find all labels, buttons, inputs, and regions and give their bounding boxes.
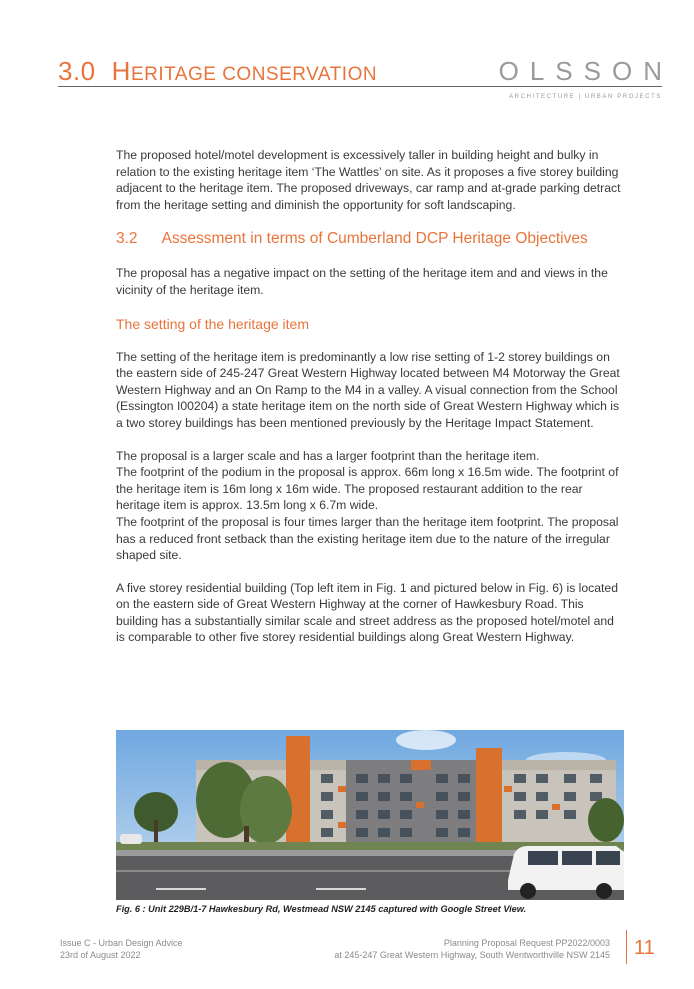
page-number: 11	[634, 937, 655, 959]
section-heading-number: 3.2	[116, 230, 138, 248]
footer-divider	[626, 930, 627, 964]
scale-line-3: The footprint of the proposal is four times larger than the heritage item footprint. The proposal has a reduced front setback than the existing heritage item due to the nature of the irregular shaped site.	[116, 514, 619, 563]
header-divider	[58, 86, 662, 87]
scale-paragraph	[116, 448, 626, 564]
setting-paragraph: The setting of the heritage item is predominantly a low rise setting of 1-2 storey buildings on the eastern side of 245-247 Great Western Highway located between M4 Motorway the Great Western Highway and an On Ramp to the M4 in a valley. A visual connection from the School (Essington I00204) a state heritage item on the north side of Great Western Highway which is a two storey buildings has been mentioned previously by the Heritage Impact Statement.	[116, 349, 620, 430]
brand-name: OLSSON	[498, 56, 673, 86]
assessment-paragraph: The proposal has a negative impact on the setting of the heritage item and and views in the vicinity of the heritage item.	[116, 266, 608, 297]
section-number: 3.0	[58, 56, 96, 86]
section-heading	[116, 229, 626, 249]
footer-right	[334, 937, 610, 961]
intro-paragraph: The proposed hotel/motel development is excessively taller in building height and bulky in relation to the existing heritage item ‘The Wattles’ on site. As it proposes a five storey building adjacent to the heritage item. The proposed driveways, car ramp and at-grade parking detract from the heritage setting and diminish the opportunity for soft landscaping.	[116, 148, 621, 212]
subheading: The setting of the heritage item	[116, 315, 309, 332]
footer-left	[60, 937, 183, 961]
brand-tagline: ARCHITECTURE | URBAN PROJECTS	[509, 94, 662, 100]
title-rest: ERITAGE CONSERVATION	[130, 64, 378, 85]
scale-line-2: The footprint of the podium in the proposal is approx. 66m long x 16.5m wide. The footprint of the heritage item is 16m long x 16m wide. The proposed restaurant addition to the rear heritage item is approx. 13.5m long x 6.7m wide.	[116, 465, 619, 513]
section-heading-text: Assessment in terms of Cumberland DCP Heritage Objectives	[161, 230, 588, 248]
street-view-photo	[116, 730, 624, 900]
footer-issue: Issue C - Urban Design Advice	[60, 938, 183, 948]
main-content	[116, 147, 626, 662]
scale-line-1: The proposal is a larger scale and has a larger footprint than the heritage item.	[116, 448, 540, 463]
footer-request: Planning Proposal Request PP2022/0003	[443, 938, 610, 948]
page-title	[58, 56, 377, 87]
footer-address: at 245-247 Great Western Highway, South Wentworthville NSW 2145	[334, 950, 610, 960]
residential-paragraph: A five storey residential building (Top left item in Fig. 1 and pictured below in Fig. 6) is located on the eastern side of Great Western Highway at the corner of Hawkesbury Road. This building has a substantially similar scale and street address as the proposed hotel/motel and is comparable to other five storey residential buildings along Great Western Highway.	[116, 580, 618, 645]
figure-caption: Fig. 6 : Unit 229B/1-7 Hawkesbury Rd, Westmead NSW 2145 captured with Google Street View.	[116, 904, 527, 914]
brand-logo	[498, 56, 673, 87]
title-initial: H	[111, 56, 131, 86]
street-view-illustration	[116, 730, 624, 900]
footer-date: 23rd of August 2022	[60, 950, 141, 960]
